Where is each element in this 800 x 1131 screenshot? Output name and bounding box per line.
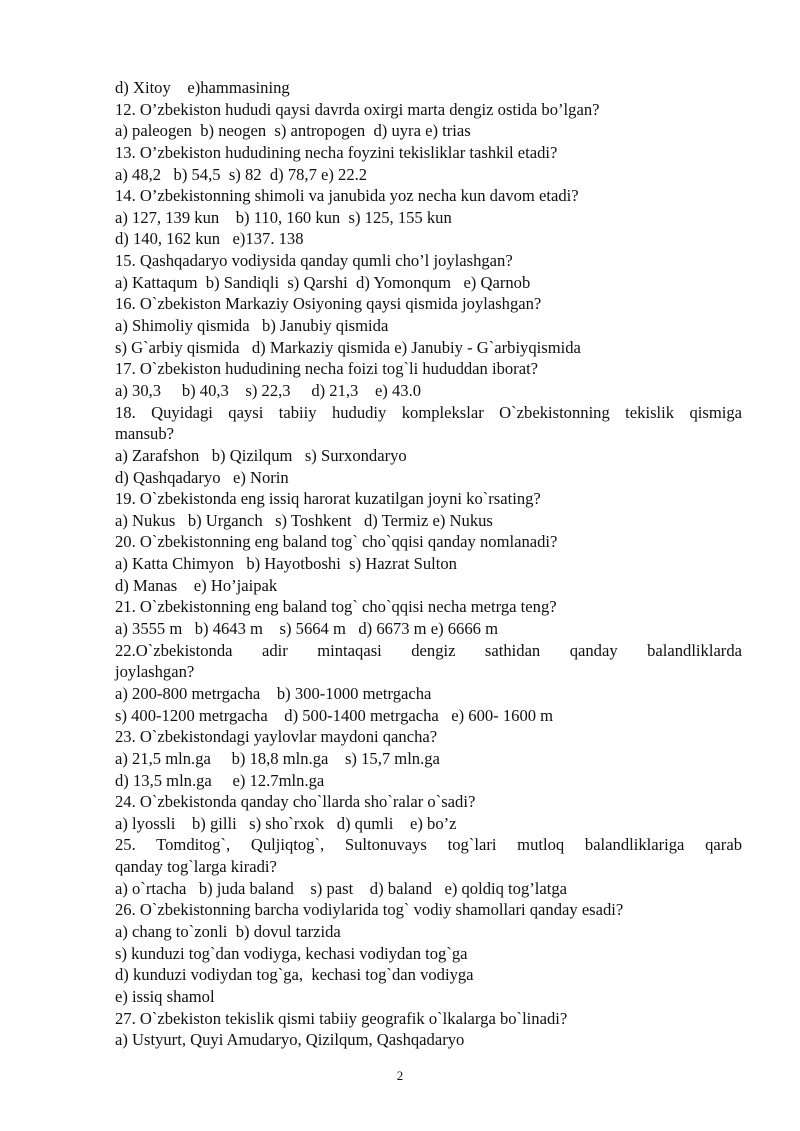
question-16: 16. O`zbekiston Markaziy Osiyoning qaysi qismida joylashgan? [115,294,542,314]
question-20: 20. O`zbekistonning eng baland tog` cho`qqisi qanday nomlanadi? [115,532,558,552]
question-24: 24. O`zbekistonda qanday cho`llarda sho`ralar o`sadi? [115,792,476,812]
answers-22-line-1: a) 200-800 metrgacha b) 300-1000 metrgacha [115,683,432,703]
document-page [115,77,742,1051]
answers-14-line-1: a) 127, 139 kun b) 110, 160 kun s) 125, 155 kun [115,207,452,227]
question-14: 14. O’zbekistonning shimoli va janubida yoz necha kun davom etadi? [115,186,579,206]
text-line: d) Xitoy e)hammasining [115,78,290,97]
answers-18-line-2: d) Qashqadaryo e) Norin [115,467,289,487]
answers-17: a) 30,3 b) 40,3 s) 22,3 d) 21,3 e) 43.0 [115,380,422,400]
answers-26-line-1: a) chang to`zonli b) dovul tarzida [115,921,341,941]
question-12: 12. O’zbekiston hududi qaysi davrda oxirgi marta dengiz ostida bo’lgan? [115,99,600,119]
question-25-line-2: qanday tog`larga kiradi? [115,857,277,877]
answers-25: a) o`rtacha b) juda baland s) past d) baland e) qoldiq tog’latga [115,878,568,898]
answers-24: a) lyossli b) gilli s) sho`rxok d) qumli e) bo’z [115,813,457,833]
question-21: 21. O`zbekistonning eng baland tog` cho`qqisi necha metrga teng? [115,597,557,617]
answers-27-line-1: a) Ustyurt, Quyi Amudaryo, Qizilqum, Qashqadaryo [115,1030,465,1050]
answers-13: a) 48,2 b) 54,5 s) 82 d) 78,7 e) 22.2 [115,164,368,184]
question-15: 15. Qashqadaryo vodiysida qanday qumli cho’l joylashgan? [115,251,513,271]
question-18-line-2: mansub? [115,424,174,444]
answers-26-line-3: d) kunduzi vodiydan tog`ga, kechasi tog`dan vodiyga [115,965,474,985]
question-17: 17. O`zbekiston hududining necha foizi tog`li hududdan iborat? [115,359,539,379]
question-23: 23. O`zbekistondagi yaylovlar maydoni qancha? [115,727,438,747]
question-25-line-1: 25. Tomditog`, Quljiqtog`, Sultonuvays tog`lari mutloq balandliklariga qarab [115,835,742,855]
answers-18-line-1: a) Zarafshon b) Qizilqum s) Surxondaryo [115,445,407,465]
answers-26-line-4: e) issiq shamol [115,986,215,1006]
answers-19: a) Nukus b) Urganch s) Toshkent d) Termiz e) Nukus [115,510,493,530]
answers-26-line-2: s) kunduzi tog`dan vodiyga, kechasi vodiydan tog`ga [115,943,468,963]
question-26: 26. O`zbekistonning barcha vodiylarida tog` vodiy shamollari qanday esadi? [115,900,624,920]
question-27: 27. O`zbekiston tekislik qismi tabiiy geografik o`lkalarga bo`linadi? [115,1008,568,1028]
answers-23-line-1: a) 21,5 mln.ga b) 18,8 mln.ga s) 15,7 mln.ga [115,748,440,768]
answers-12: a) paleogen b) neogen s) antropogen d) uyra e) trias [115,121,471,141]
page-number: 2 [396,1068,404,1083]
question-13: 13. O’zbekiston hududining necha foyzini tekisliklar tashkil etadi? [115,142,558,162]
answers-23-line-2: d) 13,5 mln.ga e) 12.7mln.ga [115,770,325,790]
answers-20-line-1: a) Katta Chimyon b) Hayotboshi s) Hazrat Sulton [115,554,457,574]
answers-15: a) Kattaqum b) Sandiqli s) Qarshi d) Yomonqum e) Qarnob [115,272,531,292]
question-19: 19. O`zbekistonda eng issiq harorat kuzatilgan joyni ko`rsating? [115,489,541,509]
answers-21: a) 3555 m b) 4643 m s) 5664 m d) 6673 m e) 6666 m [115,619,499,639]
answers-22-line-2: s) 400-1200 metrgacha d) 500-1400 metrgacha e) 600- 1600 m [115,705,554,725]
answers-16-line-2: s) G`arbiy qismida d) Markaziy qismida e) Janubiy - G`arbiyqismida [115,337,581,357]
question-22-line-2: joylashgan? [115,662,195,682]
answers-16-line-1: a) Shimoliy qismida b) Janubiy qismida [115,316,389,336]
answers-20-line-2: d) Manas e) Ho’jaipak [115,575,278,595]
question-22-line-1: 22.O`zbekistonda adir mintaqasi dengiz sathidan qanday balandliklarda [115,640,742,660]
question-18-line-1: 18. Quyidagi qaysi tabiiy hududiy komplekslar O`zbekistonning tekislik qismiga [115,402,742,422]
answers-14-line-2: d) 140, 162 kun e)137. 138 [115,229,304,249]
